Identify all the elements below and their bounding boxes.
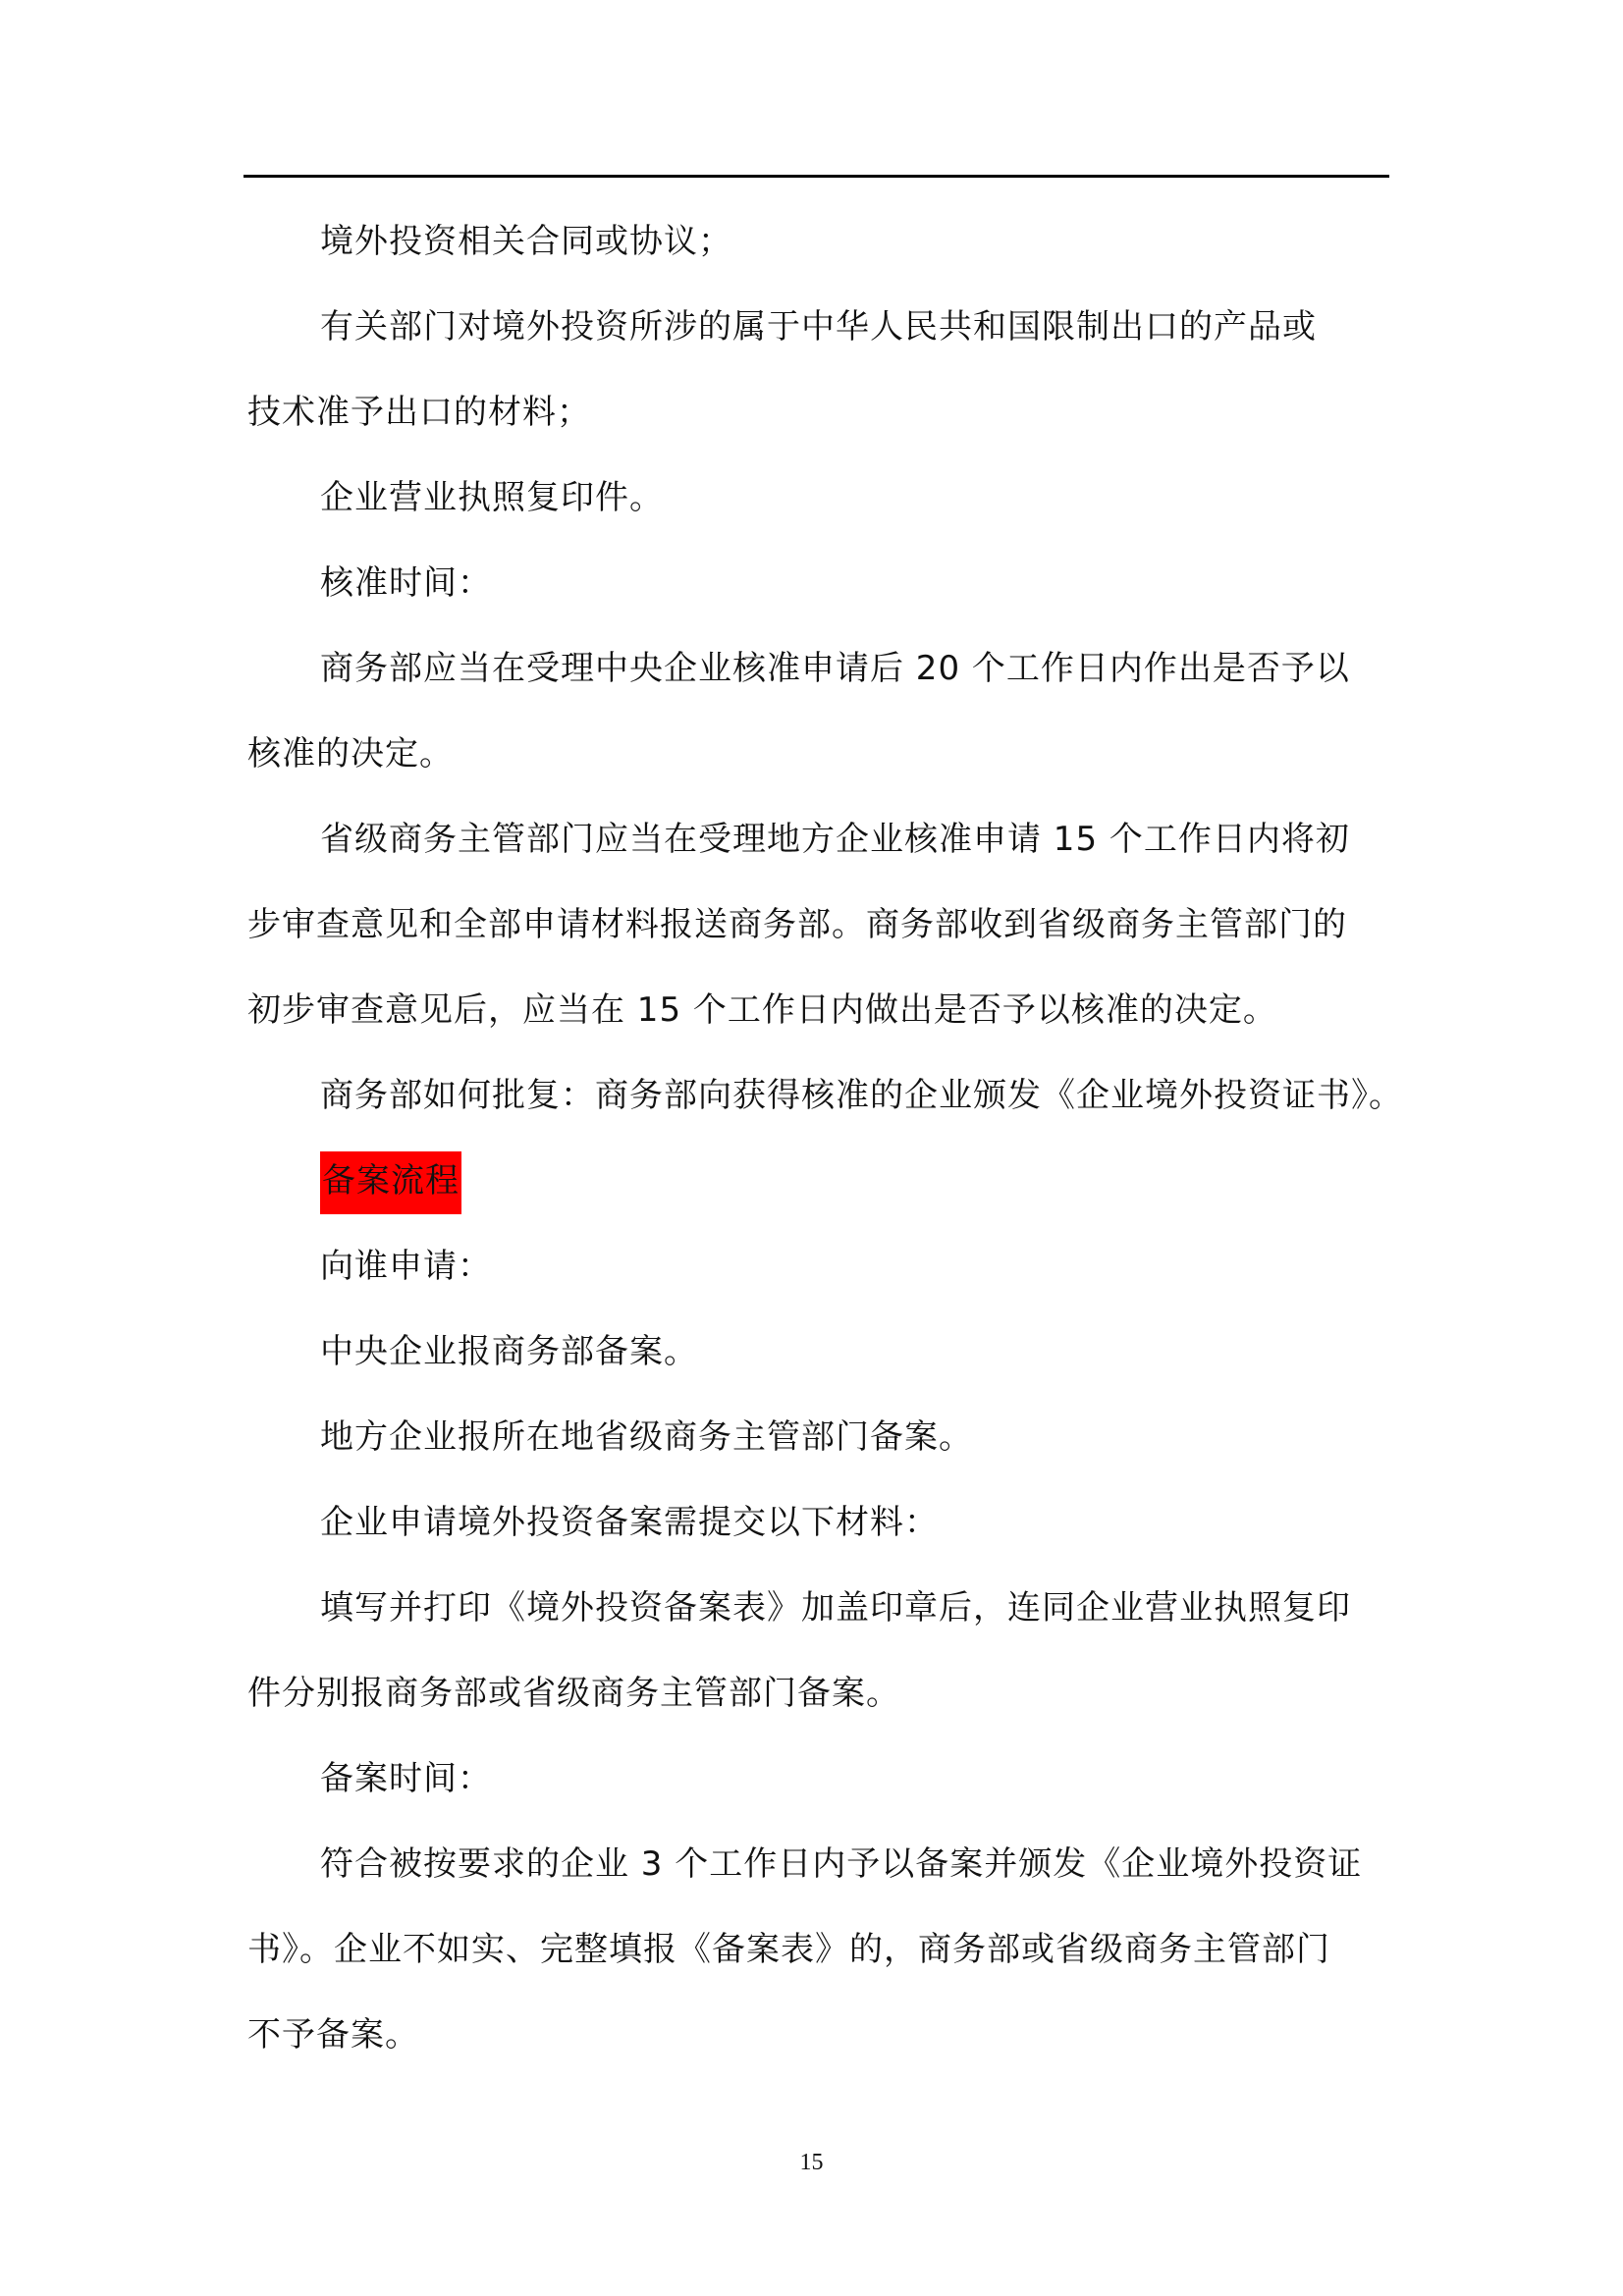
paragraph-line: 地方企业报所在地省级商务主管部门备案。 — [320, 1417, 973, 1457]
paragraph-line: 符合被按要求的企业 3 个工作日内予以备案并颁发《企业境外投资证 — [320, 1844, 1363, 1884]
paragraph-line: 有关部门对境外投资所涉的属于中华人民共和国限制出口的产品或 — [320, 307, 1317, 347]
paragraph-line: 境外投资相关合同或协议； — [320, 222, 732, 261]
highlighted-heading — [320, 1159, 461, 1202]
paragraph-line: 初步审查意见后，应当在 15 个工作日内做出是否予以核准的决定。 — [247, 990, 1277, 1030]
section-label: 向谁申请： — [320, 1247, 492, 1286]
paragraph-line: 中央企业报商务部备案。 — [320, 1332, 698, 1371]
paragraph-line: 不予备案。 — [247, 2015, 419, 2055]
paragraph-line: 填写并打印《境外投资备案表》加盖印章后，连同企业营业执照复印 — [320, 1588, 1351, 1628]
paragraph-line: 商务部如何批复：商务部向获得核准的企业颁发《企业境外投资证书》。 — [320, 1076, 1403, 1115]
paragraph-line: 件分别报商务部或省级商务主管部门备案。 — [247, 1674, 900, 1713]
paragraph-line: 企业申请境外投资备案需提交以下材料： — [320, 1503, 939, 1542]
section-label: 核准时间： — [320, 563, 492, 603]
page-number: 15 — [799, 2150, 824, 2175]
paragraph-line: 书》。企业不如实、完整填报《备案表》的，商务部或省级商务主管部门 — [247, 1930, 1330, 1969]
paragraph-line: 步审查意见和全部申请材料报送商务部。商务部收到省级商务主管部门的 — [247, 905, 1347, 944]
paragraph-line: 技术准予出口的材料； — [247, 393, 591, 432]
paragraph-line: 核准的决定。 — [247, 734, 454, 774]
paragraph-line: 商务部应当在受理中央企业核准申请后 20 个工作日内作出是否予以 — [320, 649, 1350, 688]
paragraph-line: 省级商务主管部门应当在受理地方企业核准申请 15 个工作日内将初 — [320, 820, 1350, 859]
highlight-mark: 备案流程 — [320, 1151, 461, 1214]
section-label: 备案时间： — [320, 1759, 492, 1798]
paragraph-line: 企业营业执照复印件。 — [320, 478, 664, 517]
header-rule — [243, 175, 1389, 178]
